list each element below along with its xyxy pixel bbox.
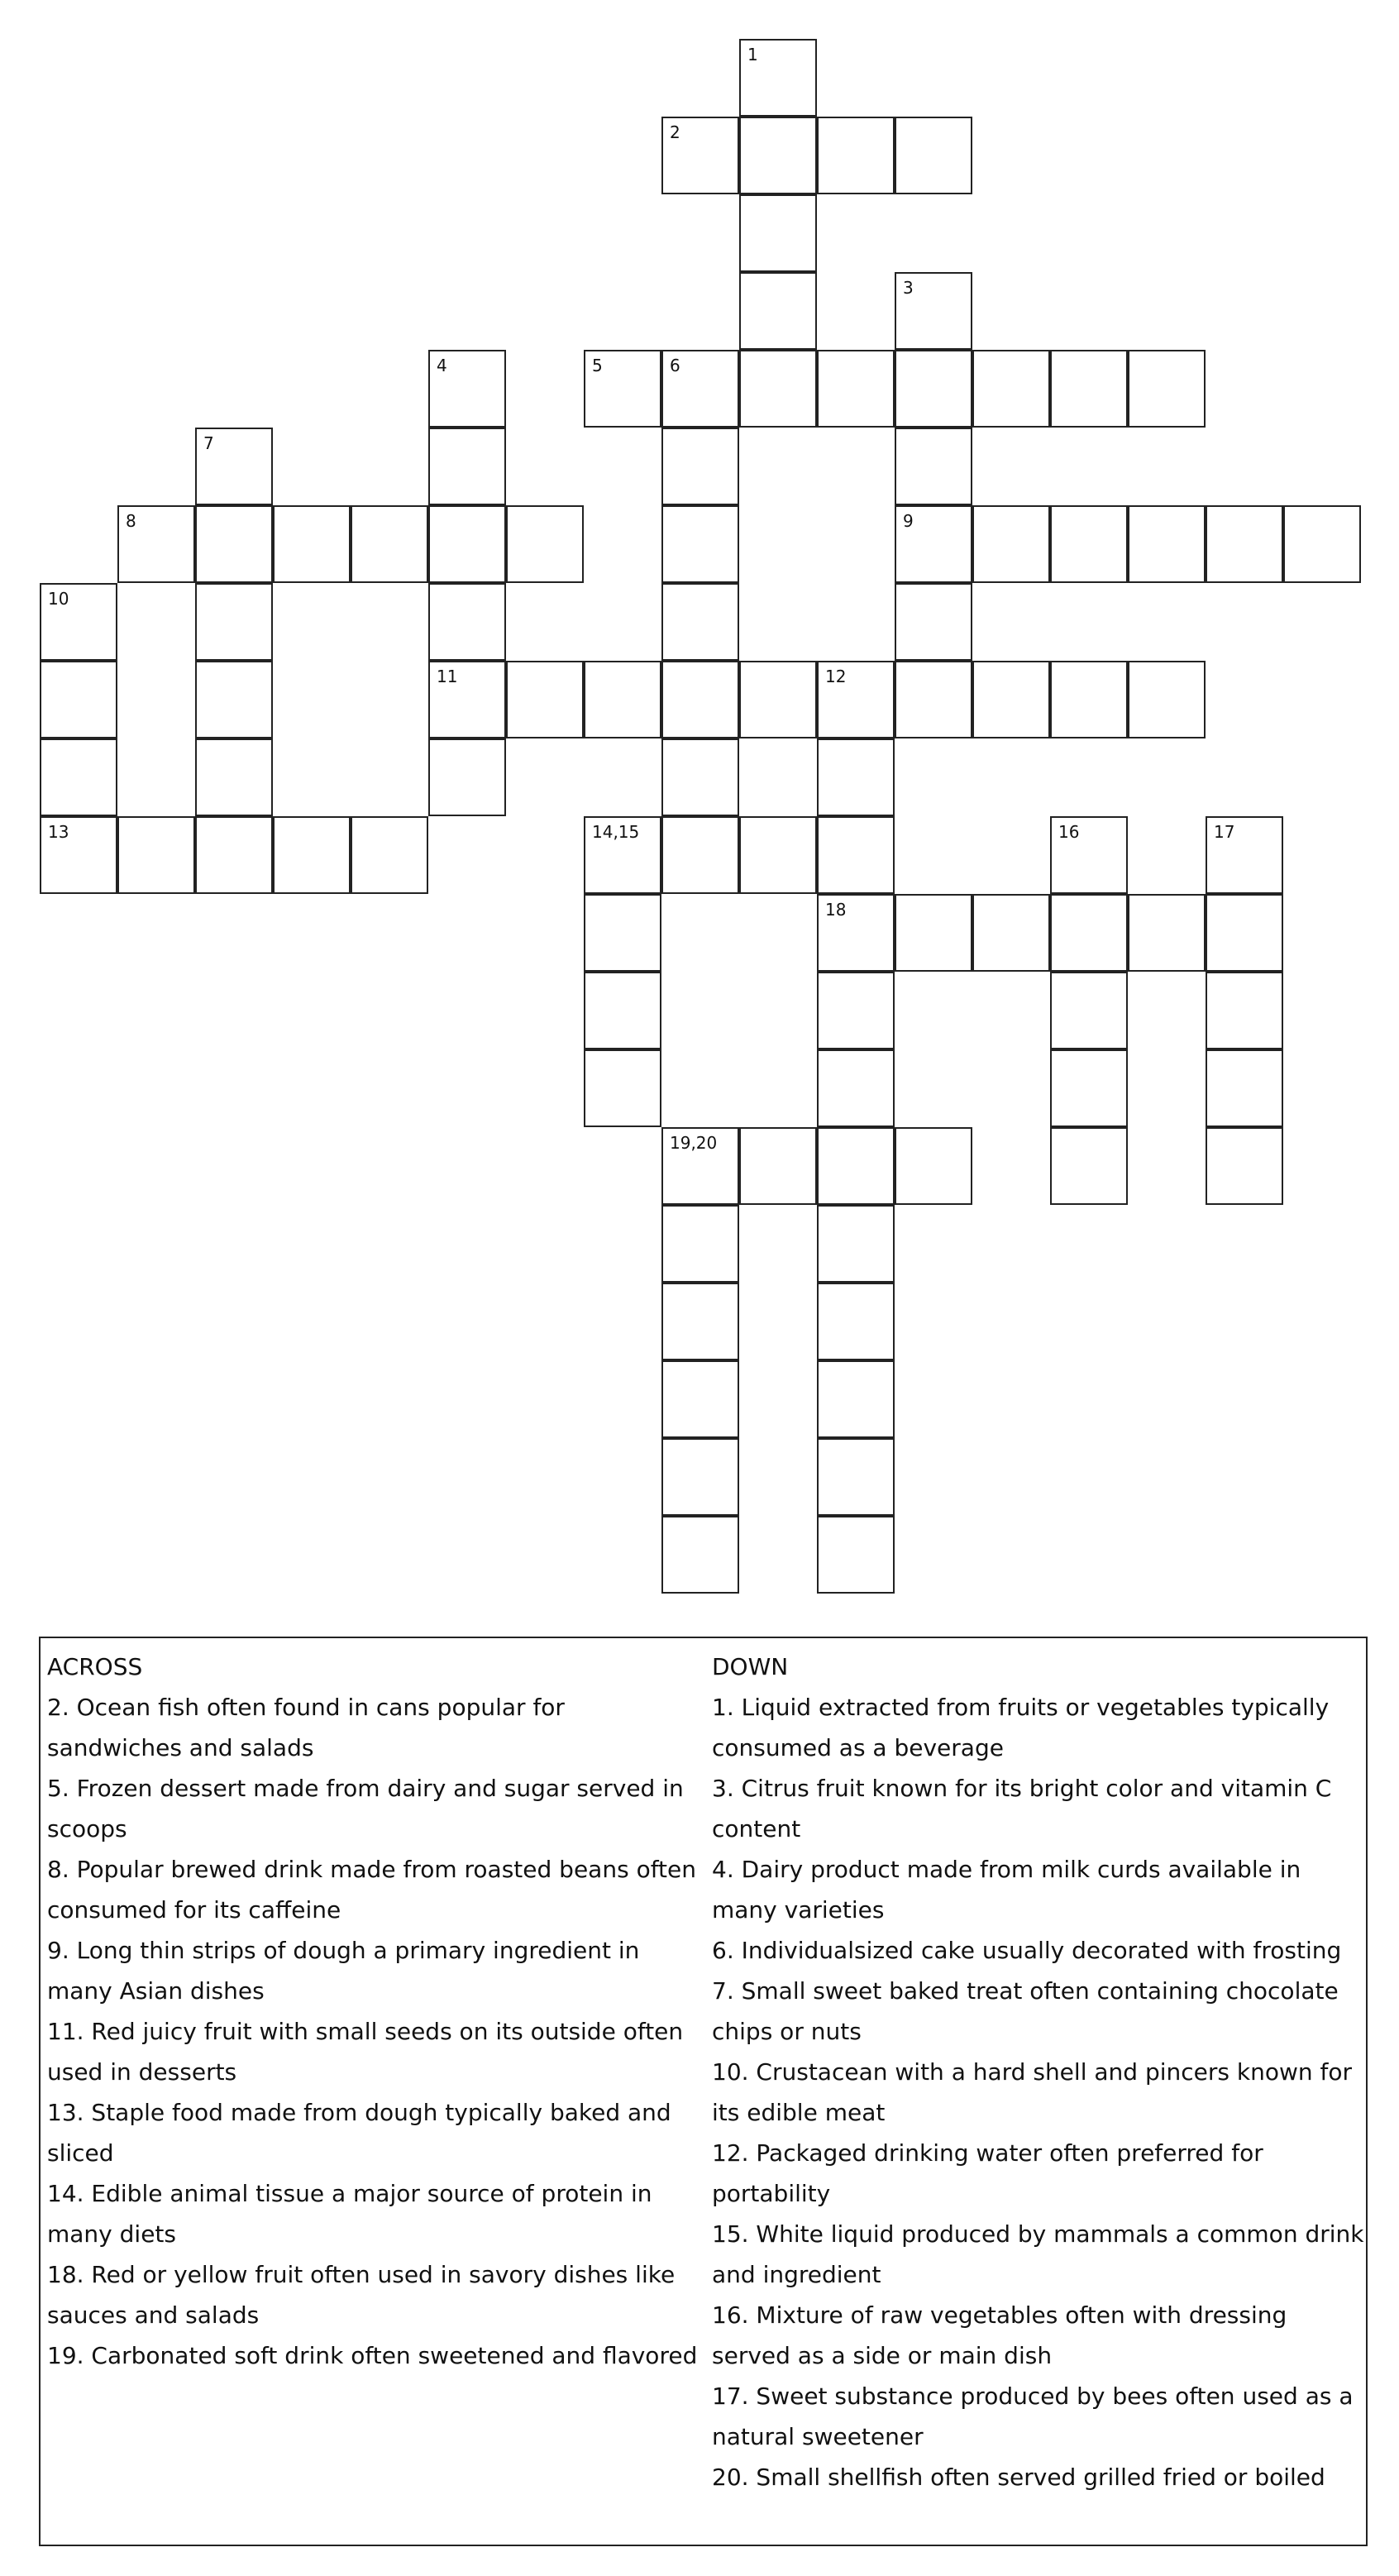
grid-cell[interactable] (428, 505, 506, 583)
clue-number: 6 (670, 356, 680, 375)
grid-cell[interactable] (1128, 350, 1206, 428)
grid-cell[interactable] (1206, 894, 1283, 972)
across-clue: 9. Long thin strips of dough a primary ingredient in many Asian dishes (47, 1937, 640, 2005)
across-clue: 19. Carbonated soft drink often sweetened and flavored (47, 2342, 698, 2369)
across-clue: 5. Frozen dessert made from dairy and sugar served in scoops (47, 1775, 684, 1842)
grid-cell[interactable] (1206, 1127, 1283, 1205)
across-clue: 11. Red juicy fruit with small seeds on its outside often used in desserts (47, 2018, 684, 2086)
grid-cell[interactable] (428, 661, 506, 738)
grid-cell[interactable] (1050, 1049, 1128, 1127)
grid-cell[interactable] (195, 738, 273, 816)
grid-cell[interactable] (351, 816, 428, 894)
across-clue: 8. Popular brewed drink made from roasted beans often consumed for its caffeine (47, 1856, 697, 1924)
grid-cell[interactable] (1050, 661, 1128, 738)
down-clue: 7. Small sweet baked treat often containing chocolate chips or nuts (712, 1977, 1339, 2045)
grid-cell[interactable] (661, 816, 739, 894)
grid-cell[interactable] (1050, 1127, 1128, 1205)
grid-cell[interactable] (117, 816, 195, 894)
grid-cell[interactable] (1206, 816, 1283, 894)
across-clues (47, 1646, 700, 2376)
grid-cell[interactable] (40, 738, 117, 816)
grid-cell[interactable] (1050, 350, 1128, 428)
grid-cell[interactable] (661, 1127, 739, 1205)
down-clue: 6. Individualsized cake usually decorated with frosting (712, 1937, 1342, 1964)
grid-cell[interactable] (40, 661, 117, 738)
grid-cell[interactable] (817, 1438, 895, 1516)
down-clue: 17. Sweet substance produced by bees often used as a natural sweetener (712, 2382, 1354, 2450)
down-clue: 15. White liquid produced by mammals a common drink and ingredient (712, 2220, 1364, 2288)
grid-cell[interactable] (117, 505, 195, 583)
grid-cell[interactable] (506, 661, 584, 738)
grid-cell[interactable] (661, 1438, 739, 1516)
grid-cell[interactable] (895, 1127, 972, 1205)
grid-cell[interactable] (817, 350, 895, 428)
clue-number: 4 (437, 356, 447, 375)
grid-cell[interactable] (817, 661, 895, 738)
grid-cell[interactable] (817, 1360, 895, 1438)
clue-number: 3 (903, 278, 914, 298)
grid-cell[interactable] (584, 972, 661, 1049)
down-clue: 16. Mixture of raw vegetables often with dressing served as a side or main dish (712, 2301, 1287, 2369)
grid-cell[interactable] (895, 661, 972, 738)
grid-cell[interactable] (817, 1127, 895, 1205)
grid-cell[interactable] (1128, 894, 1206, 972)
grid-cell[interactable] (895, 117, 972, 194)
across-heading: ACROSS (47, 1653, 143, 1680)
grid-cell[interactable] (817, 738, 895, 816)
grid-cell[interactable] (661, 350, 739, 428)
grid-cell[interactable] (661, 1283, 739, 1360)
grid-cell[interactable] (739, 661, 817, 738)
grid-cell[interactable] (195, 661, 273, 738)
grid-cell[interactable] (972, 661, 1050, 738)
grid-cell[interactable] (661, 117, 739, 194)
grid-cell[interactable] (817, 816, 895, 894)
grid-cell[interactable] (195, 505, 273, 583)
grid-cell[interactable] (895, 350, 972, 428)
clue-number: 7 (203, 433, 214, 453)
grid-cell[interactable] (40, 816, 117, 894)
across-clue: 13. Staple food made from dough typically baked and sliced (47, 2099, 671, 2167)
grid-cell[interactable] (584, 816, 661, 894)
down-clue: 4. Dairy product made from milk curds available in many varieties (712, 1856, 1301, 1924)
clue-number: 5 (592, 356, 603, 375)
grid-cell[interactable] (895, 505, 972, 583)
grid-cell[interactable] (661, 1205, 739, 1283)
grid-cell[interactable] (1128, 505, 1206, 583)
grid-cell[interactable] (661, 661, 739, 738)
clue-number: 19,20 (670, 1133, 718, 1153)
grid-cell[interactable] (895, 583, 972, 661)
grid-cell[interactable] (1206, 1049, 1283, 1127)
grid-cell[interactable] (428, 583, 506, 661)
grid-cell[interactable] (739, 272, 817, 350)
grid-cell[interactable] (1050, 894, 1128, 972)
grid-cell[interactable] (584, 661, 661, 738)
grid-cell[interactable] (817, 972, 895, 1049)
grid-cell[interactable] (739, 194, 817, 272)
grid-cell[interactable] (584, 1049, 661, 1127)
across-clue: 2. Ocean fish often found in cans popular for sandwiches and salads (47, 1694, 565, 1761)
grid-cell[interactable] (817, 1516, 895, 1594)
clue-number: 1 (747, 45, 758, 65)
grid-cell[interactable] (428, 428, 506, 505)
down-heading: DOWN (712, 1653, 789, 1680)
grid-cell[interactable] (739, 350, 817, 428)
clue-number: 14,15 (592, 822, 640, 842)
grid-cell[interactable] (661, 505, 739, 583)
clue-number: 10 (48, 589, 69, 609)
grid-cell[interactable] (817, 1283, 895, 1360)
across-clue: 18. Red or yellow fruit often used in savory dishes like sauces and salads (47, 2261, 676, 2329)
grid-cell[interactable] (661, 1360, 739, 1438)
clue-number: 18 (825, 900, 847, 920)
grid-cell[interactable] (1206, 505, 1283, 583)
grid-cell[interactable] (1283, 505, 1361, 583)
down-clue: 1. Liquid extracted from fruits or vegetables typically consumed as a beverage (712, 1694, 1330, 1761)
grid-cell[interactable] (817, 117, 895, 194)
grid-cell[interactable] (895, 272, 972, 350)
clue-number: 2 (670, 122, 680, 142)
grid-cell[interactable] (506, 505, 584, 583)
grid-cell[interactable] (195, 816, 273, 894)
down-clue: 3. Citrus fruit known for its bright color and vitamin C content (712, 1775, 1332, 1842)
clue-number: 16 (1058, 822, 1080, 842)
grid-cell[interactable] (40, 583, 117, 661)
clue-number: 13 (48, 822, 69, 842)
clue-number: 11 (437, 667, 458, 686)
grid-cell[interactable] (1206, 972, 1283, 1049)
down-clue: 10. Crustacean with a hard shell and pincers known for its edible meat (712, 2058, 1353, 2126)
grid-cell[interactable] (739, 39, 817, 117)
grid-cell[interactable] (195, 583, 273, 661)
grid-cell[interactable] (428, 738, 506, 816)
grid-cell[interactable] (817, 1049, 895, 1127)
grid-cell[interactable] (972, 350, 1050, 428)
clue-number: 9 (903, 511, 914, 531)
grid-cell[interactable] (895, 894, 972, 972)
grid-cell[interactable] (661, 1516, 739, 1594)
grid-cell[interactable] (739, 117, 817, 194)
grid-cell[interactable] (739, 816, 817, 894)
grid-cell[interactable] (972, 894, 1050, 972)
grid-cell[interactable] (195, 428, 273, 505)
grid-cell[interactable] (351, 505, 428, 583)
grid-cell[interactable] (1050, 816, 1128, 894)
grid-cell[interactable] (1050, 505, 1128, 583)
grid-cell[interactable] (428, 350, 506, 428)
grid-cell[interactable] (273, 505, 351, 583)
grid-cell[interactable] (739, 1127, 817, 1205)
clue-number: 12 (825, 667, 847, 686)
clue-number: 8 (126, 511, 136, 531)
grid-cell[interactable] (972, 505, 1050, 583)
across-clue: 14. Edible animal tissue a major source of protein in many diets (47, 2180, 652, 2248)
clue-number: 17 (1214, 822, 1235, 842)
grid-cell[interactable] (1128, 661, 1206, 738)
grid-cell[interactable] (584, 894, 661, 972)
grid-cell[interactable] (1050, 972, 1128, 1049)
grid-cell[interactable] (661, 428, 739, 505)
grid-cell[interactable] (661, 583, 739, 661)
grid-cell[interactable] (273, 816, 351, 894)
grid-cell[interactable] (584, 350, 661, 428)
down-clues (712, 1646, 1365, 2497)
grid-cell[interactable] (895, 428, 972, 505)
grid-cell[interactable] (817, 1205, 895, 1283)
down-clue: 12. Packaged drinking water often preferred for portability (712, 2139, 1263, 2207)
down-clue: 20. Small shellfish often served grilled fried or boiled (712, 2464, 1325, 2491)
grid-cell[interactable] (661, 738, 739, 816)
grid-cell[interactable] (817, 894, 895, 972)
clues-box (39, 1637, 1368, 2546)
